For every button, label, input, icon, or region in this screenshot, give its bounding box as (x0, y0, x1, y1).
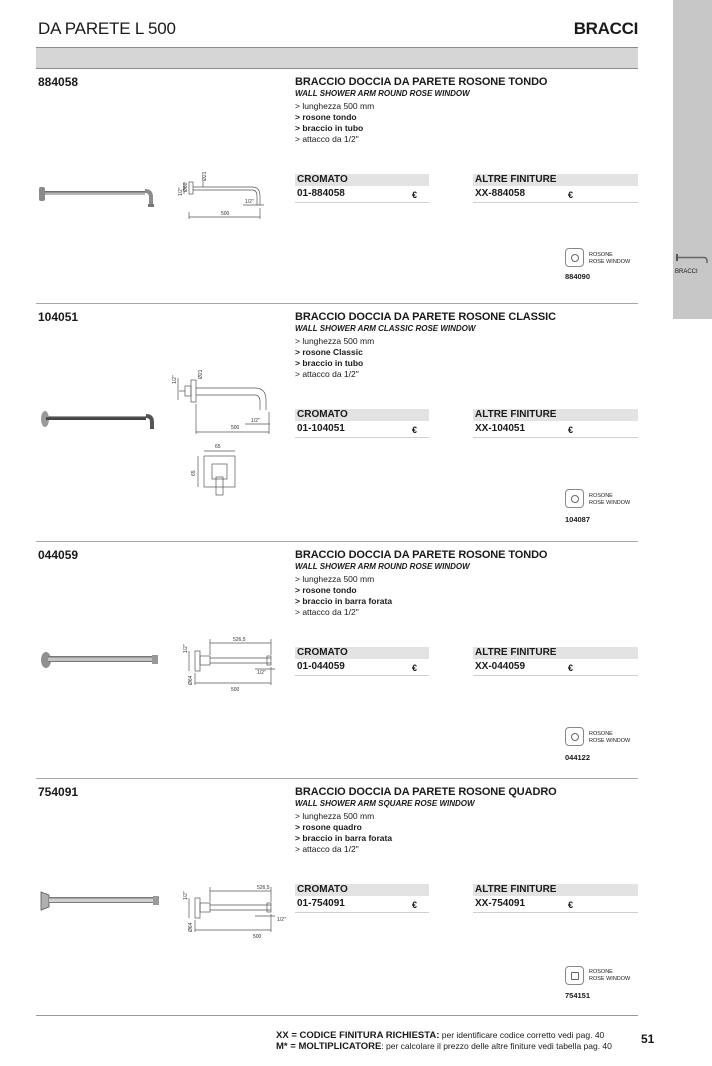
spec-item: > braccio in barra forata (295, 596, 393, 606)
dim-thread: 1/2" (257, 670, 266, 676)
divider (36, 778, 638, 779)
dim-pipe-diameter: Ø21 (202, 171, 208, 181)
side-tab-label: BRACCI (675, 269, 698, 275)
side-tab[interactable] (673, 0, 712, 319)
price-line (295, 912, 429, 913)
finish-price: € (568, 663, 574, 673)
page-number: 51 (641, 1032, 655, 1046)
dim-pipe-diameter: Ø21 (198, 369, 204, 379)
product-code: 884058 (38, 75, 79, 89)
dim-thread-vertical: 1/2" (183, 891, 189, 900)
product-subtitle: WALL SHOWER ARM CLASSIC ROSE WINDOW (295, 324, 476, 333)
product-subtitle: WALL SHOWER ARM SQUARE ROSE WINDOW (295, 799, 475, 808)
product-subtitle: WALL SHOWER ARM ROUND ROSE WINDOW (295, 89, 470, 98)
product-code: 104051 (38, 310, 79, 324)
chrome-price: € (412, 425, 418, 435)
rose-round-icon (565, 727, 584, 746)
product-title: BRACCIO DOCCIA DA PARETE ROSONE CLASSIC (295, 311, 556, 323)
product-subtitle: WALL SHOWER ARM ROUND ROSE WINDOW (295, 562, 470, 571)
section-title: BRACCI (573, 19, 638, 38)
finish-price: € (568, 190, 574, 200)
dim-length: 500 (231, 687, 240, 693)
rose-label: ROSONE ROSE WINDOW (589, 969, 631, 982)
price-line (473, 437, 638, 438)
dim-length: 500 (221, 211, 230, 217)
dim-length: 500 (231, 425, 240, 431)
product-884058 (36, 68, 638, 305)
product-title: BRACCIO DOCCIA DA PARETE ROSONE QUADRO (295, 786, 557, 798)
product-photo (38, 407, 156, 433)
spec-item: > braccio in tubo (295, 123, 364, 133)
technical-drawing (167, 364, 277, 499)
technical-drawing (181, 633, 281, 695)
cromato-header: CROMATO (295, 647, 429, 659)
finish-code: XX-884058 (475, 188, 526, 199)
spec-item: > attacco da 1/2" (295, 369, 359, 379)
rose-square-icon (565, 966, 584, 985)
footer-divider (36, 1015, 638, 1016)
price-line (295, 202, 429, 203)
dim-thread: 1/2" (277, 917, 286, 923)
rose-code: 754151 (565, 991, 591, 1000)
spec-item: > rosone Classic (295, 347, 363, 357)
spec-item: > braccio in barra forata (295, 833, 393, 843)
footer-legend (276, 1030, 612, 1052)
divider (36, 541, 638, 542)
header-bar (36, 47, 638, 69)
divider (36, 303, 638, 304)
finish-price: € (568, 425, 574, 435)
chrome-code: 01-884058 (297, 188, 345, 199)
spec-item: > lunghezza 500 mm (295, 811, 375, 821)
product-photo (38, 183, 156, 209)
dim-rose-diameter: Ø64 (188, 675, 194, 685)
chrome-code: 01-754091 (297, 898, 345, 909)
spec-item: > lunghezza 500 mm (295, 101, 375, 111)
rose-code: 884090 (565, 272, 591, 281)
product-specs (295, 101, 374, 145)
product-code: 754091 (38, 785, 79, 799)
finish-code: XX-104051 (475, 423, 526, 434)
chrome-code: 01-044059 (297, 661, 345, 672)
spec-item: > lunghezza 500 mm (295, 574, 375, 584)
chrome-price: € (412, 190, 418, 200)
dim-width: 65 (215, 444, 221, 450)
cromato-header: CROMATO (295, 409, 429, 421)
altre-finiture-header: ALTRE FINITURE (473, 174, 638, 186)
dim-total-length: 526,5 (233, 637, 246, 643)
technical-drawing (181, 882, 286, 944)
spec-item: > attacco da 1/2" (295, 607, 359, 617)
product-044059 (36, 541, 638, 778)
rose-label: ROSONE ROSE WINDOW (589, 731, 631, 744)
legend-multiplier: M* = MOLTIPLICATORE: per calcolare il prezzo delle altre finiture vedi tabella pag. 40 (276, 1041, 612, 1052)
dim-thread-vertical: 1/2" (183, 644, 189, 653)
price-line (295, 437, 429, 438)
product-specs (295, 574, 392, 618)
page-title: DA PARETE L 500 (38, 19, 176, 38)
dim-total-length: 526,5 (257, 885, 270, 891)
dim-rose-diameter: Ø60 (183, 182, 189, 192)
price-line (473, 675, 638, 676)
technical-drawing (176, 168, 271, 220)
finish-price: € (568, 900, 574, 910)
price-line (473, 912, 638, 913)
spec-item: > rosone quadro (295, 822, 362, 832)
altre-finiture-header: ALTRE FINITURE (473, 409, 638, 421)
shower-arm-icon (676, 253, 708, 265)
finish-code: XX-044059 (475, 661, 526, 672)
rose-round-icon (565, 248, 584, 267)
product-title: BRACCIO DOCCIA DA PARETE ROSONE TONDO (295, 76, 548, 88)
product-photo (38, 649, 160, 671)
dim-thread: 1/2" (251, 418, 260, 424)
spec-item: > lunghezza 500 mm (295, 336, 375, 346)
rose-classic-icon (565, 489, 584, 508)
product-specs (295, 336, 374, 380)
dim-length: 500 (253, 934, 262, 940)
dim-rose-diameter: Ø64 (188, 922, 194, 932)
spec-item: > attacco da 1/2" (295, 844, 359, 854)
product-code: 044059 (38, 548, 79, 562)
product-title: BRACCIO DOCCIA DA PARETE ROSONE TONDO (295, 549, 548, 561)
product-754091 (36, 778, 638, 1015)
dim-thread: 1/2" (245, 199, 254, 205)
rose-code: 104087 (565, 515, 591, 524)
altre-finiture-header: ALTRE FINITURE (473, 647, 638, 659)
spec-item: > rosone tondo (295, 585, 357, 595)
spec-item: > rosone tondo (295, 112, 357, 122)
legend-xx: XX = CODICE FINITURA RICHIESTA: per identificare codice corretto vedi pag. 40 (276, 1030, 605, 1041)
finish-code: XX-754091 (475, 898, 526, 909)
spec-item: > braccio in tubo (295, 358, 364, 368)
spec-item: > attacco da 1/2" (295, 134, 359, 144)
dim-height: 65 (191, 470, 197, 476)
rose-label: ROSONE ROSE WINDOW (589, 252, 631, 265)
chrome-code: 01-104051 (297, 423, 345, 434)
rose-label: ROSONE ROSE WINDOW (589, 493, 631, 506)
chrome-price: € (412, 663, 418, 673)
product-specs (295, 811, 392, 855)
cromato-header: CROMATO (295, 884, 429, 896)
product-104051 (36, 303, 638, 540)
cromato-header: CROMATO (295, 174, 429, 186)
chrome-price: € (412, 900, 418, 910)
altre-finiture-header: ALTRE FINITURE (473, 884, 638, 896)
product-photo (38, 888, 160, 914)
rose-code: 044122 (565, 753, 591, 762)
price-line (473, 202, 638, 203)
dim-thread-vertical: 1/2" (178, 187, 184, 196)
price-line (295, 675, 429, 676)
dim-thread-vertical: 1/2" (172, 375, 178, 384)
